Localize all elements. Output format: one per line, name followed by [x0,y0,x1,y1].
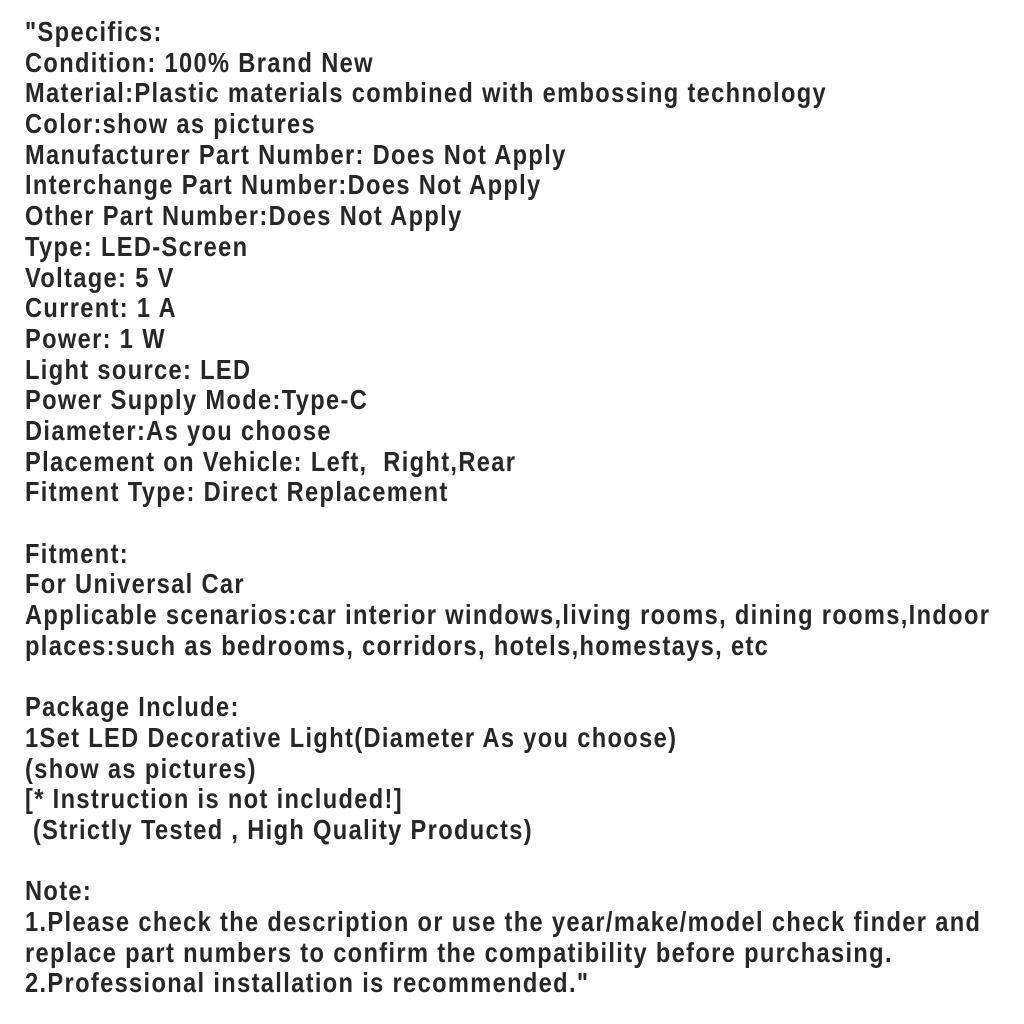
text-line: For Universal Car [25,568,245,600]
text-line: Package Include: [25,691,240,723]
text-line: 1.Please check the description or use the year/make/model check finder and [25,905,982,937]
text-line: Condition: 100% Brand New [25,46,374,78]
text-line: [* Instruction is not included!] [25,783,403,815]
text-line: Interchange Part Number:Does Not Apply [25,169,542,201]
text-line: Voltage: 5 V [25,261,175,293]
text-line: 2.Professional installation is recommended." [25,967,590,999]
text-line: Other Part Number:Does Not Apply [25,200,463,232]
text-line: places:such as bedrooms, corridors, hotels,homestays, etc [25,629,770,661]
text-line: (show as pictures) [25,752,257,784]
fitment-section [25,539,1024,662]
text-line: Power: 1 W [25,322,166,354]
text-line: Fitment: [25,537,130,569]
text-line: Placement on Vehicle: Left, Right,Rear [25,445,517,477]
text-line: Applicable scenarios:car interior windows,living rooms, dining rooms,Indoor [25,599,991,631]
text-line: "Specifics: [25,16,163,47]
text-line: replace part numbers to confirm the compatibility before purchasing. [25,936,893,968]
text-line: (Strictly Tested , High Quality Products) [25,813,533,845]
note-section [25,876,1024,999]
text-line: Manufacturer Part Number: Does Not Apply [25,138,567,170]
text-line: Fitment Type: Direct Replacement [25,476,449,508]
text-line: Light source: LED [25,353,252,385]
text-line: Note: [25,875,93,907]
specifics-section [25,17,1024,508]
text-line: Type: LED-Screen [25,230,249,262]
package-include-section [25,692,1024,845]
text-line: Diameter:As you choose [25,414,332,446]
text-line: Material:Plastic materials combined with embossing technology [25,77,828,109]
text-line: Color:show as pictures [25,108,317,140]
text-line: 1Set LED Decorative Light(Diameter As you choose) [25,721,678,753]
text-line: Current: 1 A [25,292,177,324]
text-line: Power Supply Mode:Type-C [25,384,369,416]
